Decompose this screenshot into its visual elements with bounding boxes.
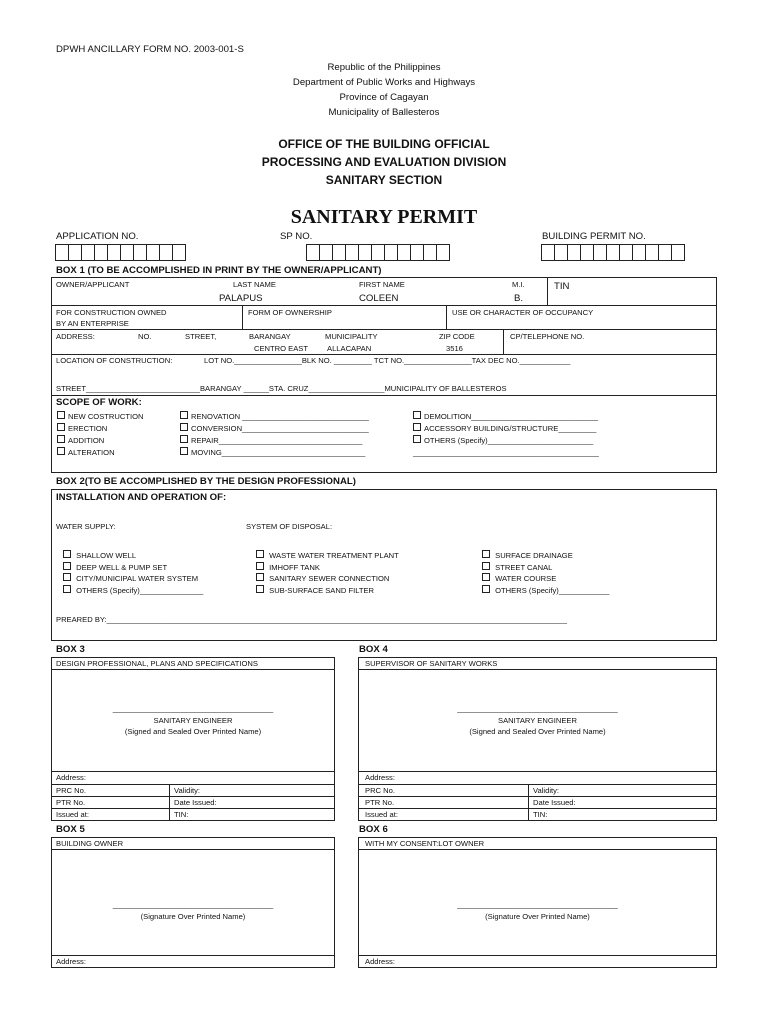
province-line: Province of Cagayan	[339, 92, 429, 103]
scope-demolition[interactable]: DEMOLITION______________________________	[413, 411, 599, 423]
box4-ptr[interactable]: PTR No.	[365, 798, 395, 807]
scope-col1	[57, 411, 144, 459]
box2-title: BOX 2(TO BE ACCOMPLISHED BY THE DESIGN PROFESSIONAL)	[56, 476, 356, 487]
prepared-by-line[interactable]: PREARED BY:_____________________________________________________________________________________________________________	[56, 615, 567, 624]
scope-col2	[180, 411, 369, 459]
form-number: DPWH ANCILLARY FORM NO. 2003-001-S	[56, 44, 244, 55]
box3-prc[interactable]: PRC No.	[56, 786, 86, 795]
box1	[51, 277, 717, 473]
scope-alteration[interactable]: ALTERATION	[57, 447, 144, 459]
barangay-label: BARANGAY	[249, 332, 291, 341]
checkbox-icon	[413, 411, 421, 419]
mi-value[interactable]: B.	[514, 293, 524, 304]
last-name-value[interactable]: PALAPUS	[219, 293, 263, 304]
box4-role: SANITARY ENGINEER	[498, 716, 577, 725]
checkbox-icon	[482, 562, 490, 570]
lot-no-line: LOT NO.________________BLK NO. _________ TCT NO.________________TAX DEC NO.____________	[204, 356, 571, 365]
box3-validity[interactable]: Validity:	[174, 786, 201, 795]
checkbox-icon	[63, 562, 71, 570]
street-barangay-line: STREET___________________________BARANGAY ______STA. CRUZ__________________MUNICIPALITY OF BALLESTEROS	[56, 384, 507, 393]
scope-addition[interactable]: ADDITION	[57, 435, 144, 447]
box4-address[interactable]: Address:	[365, 773, 395, 782]
use-occupancy-label: USE OR CHARACTER OF OCCUPANCY	[452, 308, 594, 317]
box4-sign-note: (Signed and Sealed Over Printed Name)	[469, 727, 606, 736]
box3-title: BOX 3	[56, 644, 85, 655]
page-title: SANITARY PERMIT	[290, 206, 478, 228]
box4-validity[interactable]: Validity:	[533, 786, 560, 795]
first-name-value[interactable]: COLEEN	[359, 293, 399, 304]
box4-tin[interactable]: TIN:	[533, 810, 548, 819]
checkbox-icon	[482, 573, 490, 581]
box4-issued-at[interactable]: Issued at:	[365, 810, 398, 819]
section-line: SANITARY SECTION	[325, 173, 443, 187]
option-waste-water[interactable]: WASTE WATER TREATMENT PLANT	[256, 550, 399, 562]
checkbox-icon	[57, 435, 65, 443]
scope-erection[interactable]: ERECTION	[57, 423, 144, 435]
option-drainage-others[interactable]: OTHERS (Specify)____________	[482, 585, 610, 597]
construction-owned-label: FOR CONSTRUCTION OWNED	[56, 308, 167, 317]
box6-header: WITH MY CONSENT:LOT OWNER	[365, 839, 485, 848]
box4-prc[interactable]: PRC No.	[365, 786, 395, 795]
zip-code-label: ZIP CODE	[439, 332, 475, 341]
option-deep-well[interactable]: DEEP WELL & PUMP SET	[63, 562, 203, 574]
box6-sign-note: (Signature Over Printed Name)	[485, 912, 590, 921]
checkbox-icon	[180, 447, 188, 455]
agency-header	[234, 60, 534, 120]
scope-of-work-title: SCOPE OF WORK:	[56, 397, 142, 408]
box6-signature-line[interactable]: ______________________________________	[457, 900, 618, 909]
enterprise-label: BY AN ENTERPRISE	[56, 319, 129, 328]
water-supply-options	[63, 550, 203, 597]
checkbox-icon	[256, 550, 264, 558]
checkbox-icon	[57, 447, 65, 455]
box4-title: BOX 4	[359, 644, 388, 655]
box4-signature-line[interactable]: ______________________________________	[457, 704, 618, 713]
scope-renovation[interactable]: RENOVATION ______________________________	[180, 411, 369, 423]
scope-others[interactable]: OTHERS (Specify)_________________________	[413, 435, 599, 447]
option-sewer-connection[interactable]: SANITARY SEWER CONNECTION	[256, 573, 399, 585]
box5-title: BOX 5	[56, 824, 85, 835]
form-of-ownership-label: FORM OF OWNERSHIP	[248, 308, 332, 317]
box3-sign-note: (Signed and Sealed Over Printed Name)	[124, 727, 262, 736]
checkbox-icon	[63, 550, 71, 558]
mi-label: M.I.	[512, 280, 525, 289]
building-permit-no-field[interactable]	[542, 244, 685, 261]
scope-blank-line[interactable]: ____________________________________________	[413, 448, 599, 457]
box6-address[interactable]: Address:	[365, 957, 395, 966]
box5-sign-note: (Signature Over Printed Name)	[140, 912, 246, 921]
box3-issued-at[interactable]: Issued at:	[56, 810, 89, 819]
barangay-value[interactable]: CENTRO EAST	[254, 344, 309, 353]
scope-new-construction[interactable]: NEW COSTRUCTION	[57, 411, 144, 423]
last-name-label: LAST NAME	[233, 280, 276, 289]
checkbox-icon	[482, 550, 490, 558]
scope-repair[interactable]: REPAIR__________________________________	[180, 435, 369, 447]
water-supply-label: WATER SUPPLY:	[56, 522, 116, 531]
box3-signature-line[interactable]: ______________________________________	[112, 704, 274, 713]
option-city-water[interactable]: CITY/MUNICIPAL WATER SYSTEM	[63, 573, 203, 585]
owner-applicant-label: OWNER/APPLICANT	[56, 280, 130, 289]
option-water-others[interactable]: OTHERS (Specify)_______________	[63, 585, 203, 597]
installation-title: INSTALLATION AND OPERATION OF:	[56, 492, 227, 503]
checkbox-icon	[256, 585, 264, 593]
checkbox-icon	[180, 411, 188, 419]
checkbox-icon	[63, 585, 71, 593]
checkbox-icon	[256, 562, 264, 570]
scope-conversion[interactable]: CONVERSION______________________________	[180, 423, 369, 435]
sp-no-label: SP NO.	[280, 231, 313, 242]
republic-line: Republic of the Philippines	[327, 62, 441, 73]
scope-accessory-building[interactable]: ACCESSORY BUILDING/STRUCTURE_________	[413, 423, 599, 435]
first-name-label: FIRST NAME	[359, 280, 405, 289]
box3-address[interactable]: Address:	[56, 773, 86, 782]
scope-col3	[413, 411, 599, 459]
option-imhoff-tank[interactable]: IMHOFF TANK	[256, 562, 399, 574]
box5-address[interactable]: Address:	[56, 957, 86, 966]
system-of-disposal-label: SYSTEM OF DISPOSAL:	[246, 522, 333, 531]
checkbox-icon	[413, 423, 421, 431]
municipality-label: MUNICIPALITY	[325, 332, 378, 341]
box3-tin[interactable]: TIN:	[174, 810, 189, 819]
municipality-line: Municipality of Ballesteros	[328, 107, 440, 118]
tin-label: TIN	[554, 281, 570, 292]
department-line: Department of Public Works and Highways	[292, 77, 476, 88]
drainage-options	[482, 550, 610, 597]
address-no-label: NO.	[138, 332, 152, 341]
checkbox-icon	[57, 411, 65, 419]
box3-header: DESIGN PROFESSIONAL, PLANS AND SPECIFICATIONS	[56, 659, 258, 668]
office-line: OFFICE OF THE BUILDING OFFICIAL	[278, 137, 490, 151]
municipality-value[interactable]: ALLACAPAN	[327, 344, 372, 353]
building-permit-no-label: BUILDING PERMIT NO.	[542, 231, 646, 242]
location-of-construction-label: LOCATION OF CONSTRUCTION:	[56, 356, 173, 365]
scope-moving[interactable]: MOVING__________________________________	[180, 447, 369, 459]
cp-telephone-label: CP/TELEPHONE NO.	[510, 332, 585, 341]
box4-header: SUPERVISOR OF SANITARY WORKS	[365, 659, 498, 668]
office-header	[184, 135, 584, 189]
box3-role: SANITARY ENGINEER	[153, 716, 233, 725]
box4-date-issued[interactable]: Date Issued:	[533, 798, 576, 807]
checkbox-icon	[63, 573, 71, 581]
street-label: STREET,	[185, 332, 217, 341]
box3-ptr[interactable]: PTR No.	[56, 798, 86, 807]
box6-title: BOX 6	[359, 824, 388, 835]
sp-no-field[interactable]	[307, 244, 450, 261]
checkbox-icon	[180, 435, 188, 443]
disposal-options	[256, 550, 399, 597]
checkbox-icon	[57, 423, 65, 431]
option-surface-drainage[interactable]: SURFACE DRAINAGE	[482, 550, 610, 562]
box3-date-issued[interactable]: Date Issued:	[174, 798, 217, 807]
option-shallow-well[interactable]: SHALLOW WELL	[63, 550, 203, 562]
option-water-course[interactable]: WATER COURSE	[482, 573, 610, 585]
checkbox-icon	[482, 585, 490, 593]
option-street-canal[interactable]: STREET CANAL	[482, 562, 610, 574]
box5-signature-line[interactable]: ______________________________________	[112, 900, 274, 909]
option-sand-filter[interactable]: SUB-SURFACE SAND FILTER	[256, 585, 399, 597]
checkbox-icon	[256, 573, 264, 581]
checkbox-icon	[413, 435, 421, 443]
box1-title: BOX 1 (TO BE ACCOMPLISHED IN PRINT BY THE OWNER/APPLICANT)	[56, 265, 382, 276]
address-label: ADDRESS:	[56, 332, 95, 341]
division-line: PROCESSING AND EVALUATION DIVISION	[261, 155, 507, 169]
checkbox-icon	[180, 423, 188, 431]
box5-header: BUILDING OWNER	[56, 839, 124, 848]
application-no-label: APPLICATION NO.	[56, 231, 139, 242]
zip-code-value[interactable]: 3516	[446, 344, 463, 353]
application-no-field[interactable]	[56, 244, 186, 261]
